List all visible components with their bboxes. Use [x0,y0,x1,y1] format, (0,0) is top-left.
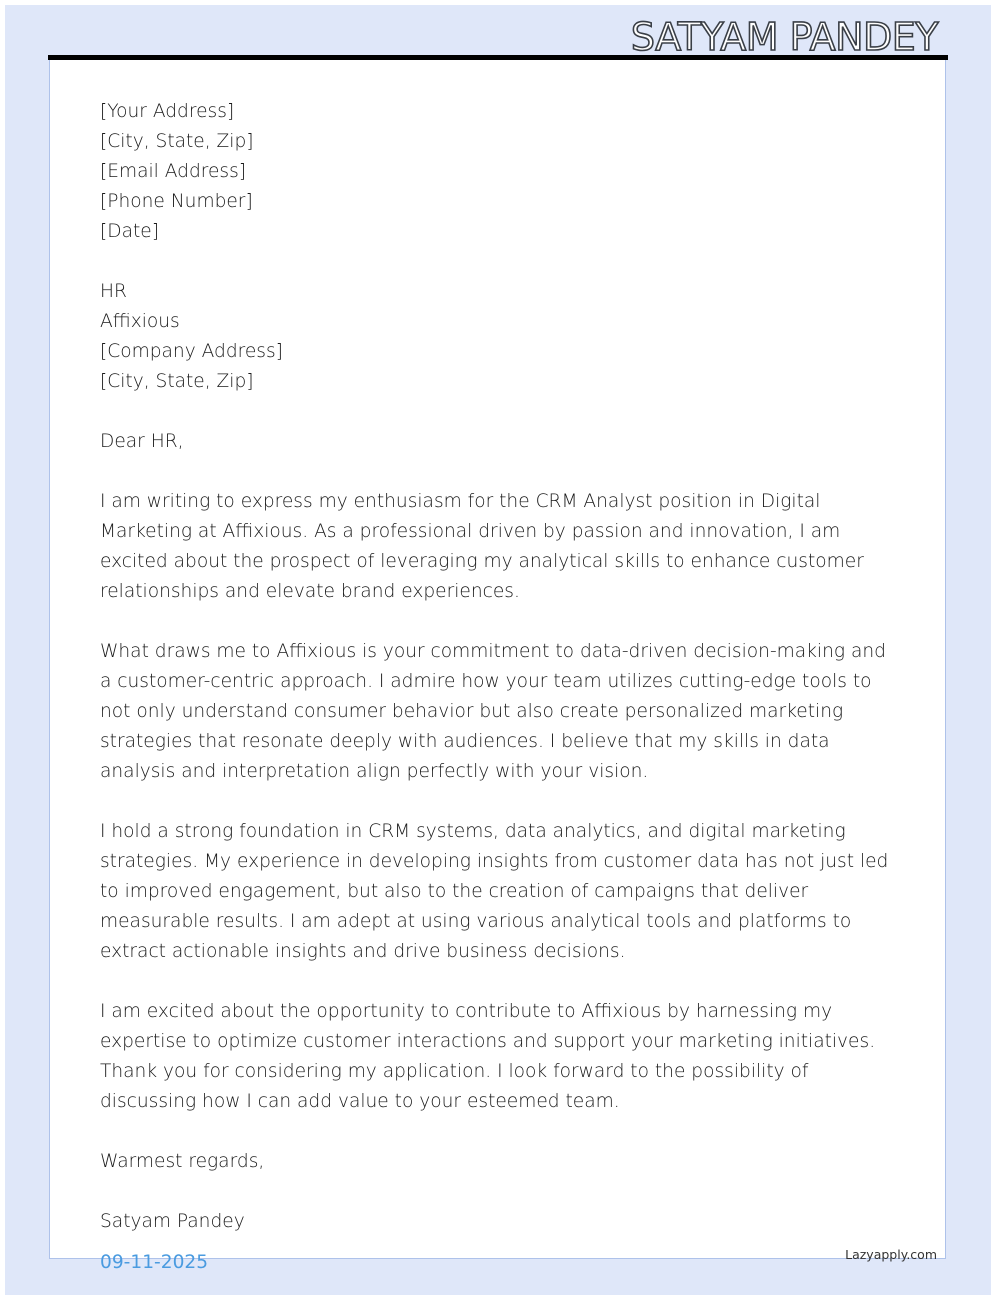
spacer [100,397,900,427]
spacer [100,607,900,637]
sender-city-state-zip: [City, State, Zip] [100,131,254,152]
sender-date: [Date] [100,221,159,242]
signature: Satyam Pandey [100,1211,245,1232]
spacer [100,247,900,277]
recipient-company: Affixious [100,311,180,332]
closing: Warmest regards, [100,1151,265,1172]
sender-phone: [Phone Number] [100,191,253,212]
recipient-city-state-zip: [City, State, Zip] [100,371,254,392]
spacer [100,1177,900,1207]
footer-date: 09-11-2025 [100,1252,209,1273]
body-paragraph-1: I am writing to express my enthusiasm for the CRM Analyst position in Digital Marketing at Affixious. As a professional driven by passion and innovation, I am excited about the prospect of leveraging my analytical skills to enhance customer relationships and elevate brand experiences. [100,491,864,602]
body-paragraph-2: What draws me to Affixious is your commitment to data-driven decision-making and a customer-centric approach. I admire how your team utilizes cutting-edge tools to not only understand consumer behavior but also create personalized marketing strategies that resonate deeply with audiences. I believe that my skills in data analysis and interpretation align perfectly with your vision. [100,641,886,782]
body-paragraph-3: I hold a strong foundation in CRM systems, data analytics, and digital marketing strategies. My experience in developing insights from customer data has not just led to improved engagement, but also to the creation of campaigns that deliver measurable results. I am adept at using various analytical tools and platforms to extract actionable insights and drive business decisions. [100,821,889,962]
watermark-link[interactable]: Lazyapply.com [845,1247,937,1262]
sender-email: [Email Address] [100,161,247,182]
spacer [100,787,900,817]
sender-address: [Your Address] [100,101,235,122]
recipient-address: [Company Address] [100,341,283,362]
applicant-name-heading: SATYAM PANDEY [630,15,938,59]
letter-body [100,97,900,1237]
salutation: Dear HR, [100,431,184,452]
spacer [100,457,900,487]
recipient-title: HR [100,281,127,302]
spacer [100,967,900,997]
body-paragraph-4: I am excited about the opportunity to contribute to Affixious by harnessing my expertise to optimize customer interactions and support your marketing initiatives. Thank you for considering my application. I look forward to the possibility of discussing how I can add value to your esteemed team. [100,1001,876,1112]
spacer [100,1117,900,1147]
